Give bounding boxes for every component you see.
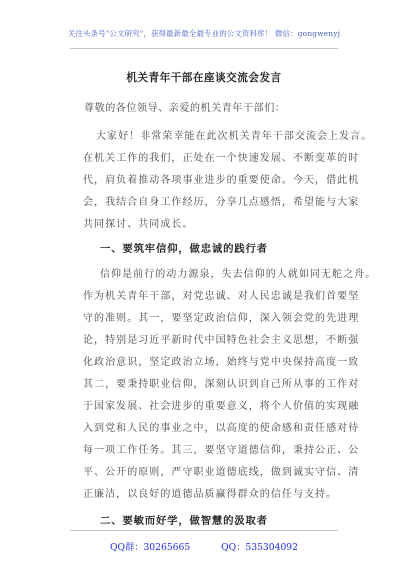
section1-line: 作为机关青年干部，对党忠诚、对人民忠诚是我们首要坚: [83, 291, 360, 302]
intro-line: 在机关工作的我们，正处在一个快速发展、不断变革的时: [83, 153, 360, 164]
section1-line: 其二，要秉持职业信仰，深刻认识到自己所从事的工作对: [83, 379, 360, 390]
section1-line: 论，特别是习近平新时代中国特色社会主义思想，不断强: [83, 335, 360, 346]
bottom-divider: [70, 530, 338, 531]
footer-qq: QQ：535304092: [221, 542, 298, 553]
salutation: 尊敬的各位领导、亲爱的机关青年干部们：: [84, 103, 286, 114]
intro-line: 共同探讨、共同成长。: [83, 219, 194, 230]
section1-line: 平、公开的原则，严守职业道德底线，做到诚实守信、清: [83, 467, 360, 478]
document-title: 机关青年干部在座谈交流会发言: [126, 72, 282, 84]
intro-line: 会，我结合自身工作经历，分享几点感悟，希望能与大家: [83, 197, 360, 208]
intro-line: 大家好！非常荣幸能在此次机关青年干部交流会上发言。: [96, 131, 373, 142]
section1-line: 于国家发展、社会进步的重要意义，将个人价值的实现融: [83, 401, 360, 412]
section1-line: 化政治意识，坚定政治立场，始终与党中央保持高度一致: [83, 357, 360, 368]
top-divider: [70, 48, 338, 49]
section-heading-1: 一、要筑牢信仰，做忠诚的践行者: [100, 243, 268, 255]
section1-line: 信仰是前行的动力源泉，失去信仰的人就如同无舵之舟。: [100, 269, 377, 280]
footer-contacts: [0, 539, 408, 553]
section1-line: 入到党和人民的事业之中，以高度的使命感和责任感对待: [83, 423, 360, 434]
section1-line: 正廉洁，以良好的道德品质赢得群众的信任与支持。: [83, 489, 338, 500]
section1-line: 每一项工作任务。其三，要坚守道德信仰，秉持公正、公: [83, 445, 360, 456]
top-banner: 关注头条号"公文研究"，获得最新最全最专业的公文资料库！ 微信：gongwenyj: [67, 29, 341, 38]
intro-line: 代，肩负着推动各项事业进步的重要使命。今天，借此机: [83, 175, 360, 186]
section-heading-2: 二、要敏而好学，做智慧的汲取者: [100, 515, 268, 527]
section1-line: 守的准则。其一，要坚定政治信仰，深入领会党的先进理: [83, 313, 360, 324]
footer-qq-group: QQ群：30265665: [110, 542, 191, 553]
